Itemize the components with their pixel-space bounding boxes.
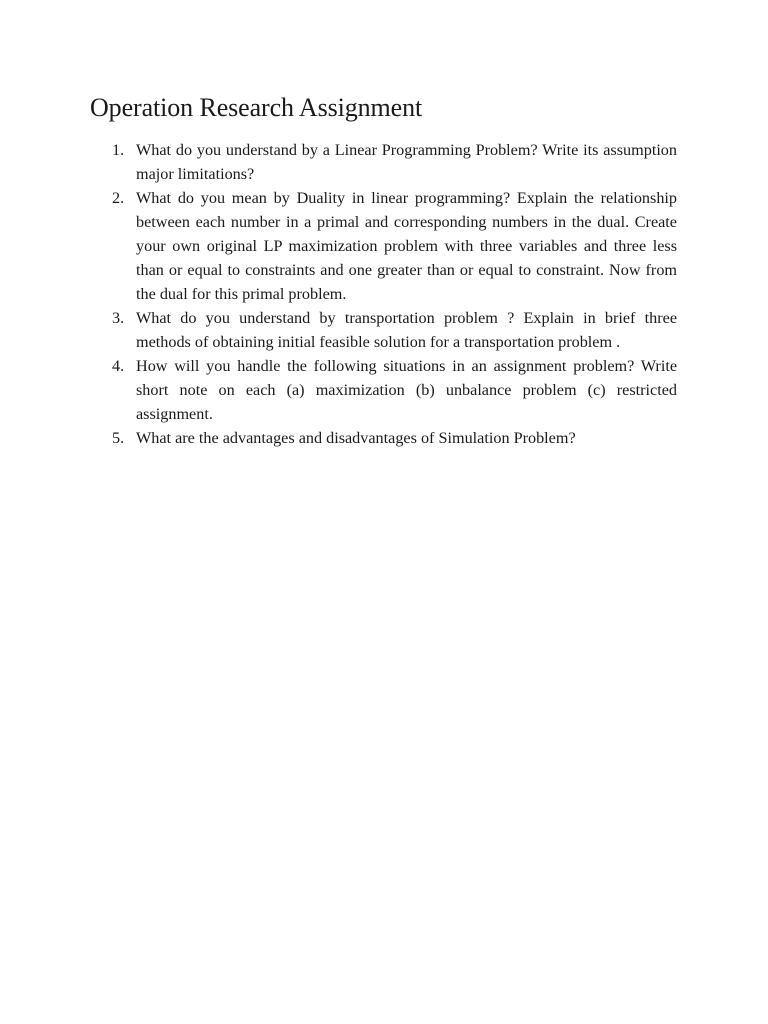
question-number: 5. — [112, 429, 125, 447]
question-text: How will you handle the following situations in an assignment problem? Write short note on each (a) maximization (b) unbalance problem (c) restricted assignment. — [136, 357, 677, 423]
list-item — [0, 354, 677, 426]
list-item — [0, 186, 677, 306]
question-number: 1. — [112, 141, 125, 159]
question-number: 4. — [112, 357, 125, 375]
question-number: 3. — [112, 309, 125, 327]
question-text: What do you understand by a Linear Programming Problem? Write its assumption major limitations? — [136, 141, 677, 183]
question-text: What do you mean by Duality in linear programming? Explain the relationship between each number in a primal and corresponding numbers in the dual. Create your own original LP maximization problem with three variables and three less than or equal to constraints and one greater than or equal to constraint. Now from the dual for this primal problem. — [136, 189, 677, 303]
question-text: What are the advantages and disadvantages of Simulation Problem? — [136, 429, 576, 447]
list-item — [0, 306, 677, 354]
question-number: 2. — [112, 189, 125, 207]
list-item — [0, 138, 677, 186]
question-text: What do you understand by transportation problem ? Explain in brief three methods of obtaining initial feasible solution for a transportation problem . — [136, 309, 677, 351]
question-list — [0, 138, 677, 450]
page-title: Operation Research Assignment — [90, 93, 423, 122]
list-item — [0, 426, 677, 450]
